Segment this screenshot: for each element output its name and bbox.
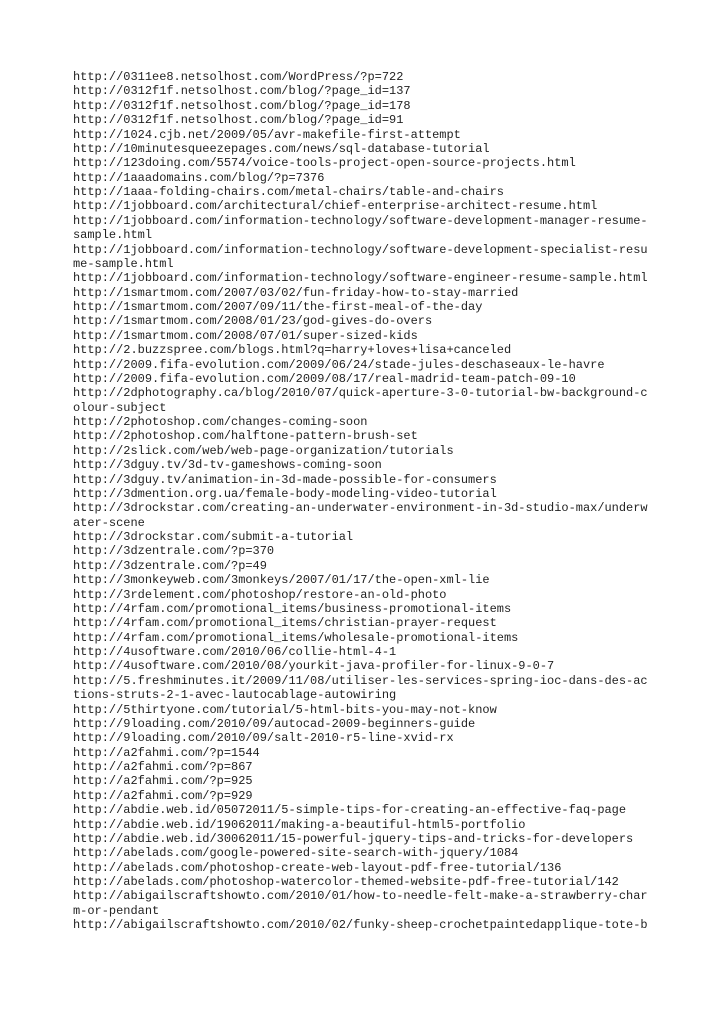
url-line: http://2dphotography.ca/blog/2010/07/quick-aperture-3-0-tutorial-bw-background-c <box>73 386 648 401</box>
url-line-continuation: m-or-pendant <box>73 903 160 918</box>
url-line-continuation: olour-subject <box>73 400 167 415</box>
url-line: http://1smartmom.com/2008/07/01/super-sized-kids <box>73 328 418 343</box>
url-line: http://0312f1f.netsolhost.com/blog/?page_id=91 <box>73 113 404 128</box>
url-line: http://abigailscraftshowto.com/2010/01/how-to-needle-felt-make-a-strawberry-char <box>73 889 648 904</box>
url-line-continuation: tions-struts-2-1-avec-lautocablage-autowiring <box>73 688 397 703</box>
url-line: http://3drockstar.com/creating-an-underwater-environment-in-3d-studio-max/underw <box>73 501 648 516</box>
url-line: http://1smartmom.com/2008/01/23/god-gives-do-overs <box>73 314 433 329</box>
url-line: http://2slick.com/web/web-page-organization/tutorials <box>73 443 454 458</box>
url-line-continuation: me-sample.html <box>73 256 174 271</box>
url-line: http://abdie.web.id/05072011/5-simple-tips-for-creating-an-effective-faq-page <box>73 803 627 818</box>
url-line: http://4usoftware.com/2010/08/yourkit-java-profiler-for-linux-9-0-7 <box>73 659 555 674</box>
url-line: http://4usoftware.com/2010/06/collie-html-4-1 <box>73 645 397 659</box>
url-line: http://a2fahmi.com/?p=929 <box>73 788 253 803</box>
url-list <box>73 70 648 933</box>
url-line: http://1aaadomains.com/blog/?p=7376 <box>73 170 325 185</box>
url-line: http://abelads.com/google-powered-site-search-with-jquery/1084 <box>73 846 519 861</box>
url-line: http://3dmention.org.ua/female-body-modeling-video-tutorial <box>73 486 497 501</box>
url-line: http://5.freshminutes.it/2009/11/08/utiliser-les-services-spring-ioc-dans-des-ac <box>73 673 648 688</box>
url-line: http://abelads.com/photoshop-create-web-layout-pdf-free-tutorial/136 <box>73 860 562 875</box>
url-line: http://3drockstar.com/submit-a-tutorial <box>73 530 354 544</box>
url-line: http://2photoshop.com/halftone-pattern-brush-set <box>73 429 418 444</box>
url-line: http://a2fahmi.com/?p=867 <box>73 760 253 774</box>
url-line: http://abdie.web.id/30062011/15-powerful-jquery-tips-and-tricks-for-developers <box>73 831 634 846</box>
url-line: http://3rdelement.com/photoshop/restore-an-old-photo <box>73 587 447 602</box>
url-line: http://10minutesqueezepages.com/news/sql-database-tutorial <box>73 141 490 156</box>
url-line: http://4rfam.com/promotional_items/christian-prayer-request <box>73 616 497 631</box>
url-line: http://0312f1f.netsolhost.com/blog/?page_id=178 <box>73 98 411 113</box>
url-line: http://3dzentrale.com/?p=49 <box>73 558 267 573</box>
url-line: http://3dguy.tv/animation-in-3d-made-possible-for-consumers <box>73 472 497 487</box>
url-line: http://4rfam.com/promotional_items/business-promotional-items <box>73 601 512 616</box>
url-line: http://1024.cjb.net/2009/05/avr-makefile-first-attempt <box>73 127 461 142</box>
url-line: http://a2fahmi.com/?p=925 <box>73 774 253 789</box>
url-line: http://1jobboard.com/architectural/chief-enterprise-architect-resume.html <box>73 199 598 214</box>
url-line: http://2.buzzspree.com/blogs.html?q=harry+loves+lisa+canceled <box>73 343 512 358</box>
url-line: http://4rfam.com/promotional_items/wholesale-promotional-items <box>73 630 519 645</box>
url-line: http://123doing.com/5574/voice-tools-project-open-source-projects.html <box>73 156 576 171</box>
url-line: http://a2fahmi.com/?p=1544 <box>73 745 260 760</box>
url-line: http://9loading.com/2010/09/autocad-2009-beginners-guide <box>73 716 476 731</box>
url-line: http://3dguy.tv/3d-tv-gameshows-coming-soon <box>73 458 382 473</box>
url-line-continuation: ater-scene <box>73 515 145 530</box>
url-line: http://2009.fifa-evolution.com/2009/08/17/real-madrid-team-patch-09-10 <box>73 371 576 386</box>
url-line: http://abigailscraftshowto.com/2010/02/funky-sheep-crochetpaintedapplique-tote-b <box>73 918 648 933</box>
url-line: http://abelads.com/photoshop-watercolor-themed-website-pdf-free-tutorial/142 <box>73 875 619 889</box>
url-line: http://1aaa-folding-chairs.com/metal-chairs/table-and-chairs <box>73 185 504 199</box>
url-line: http://0311ee8.netsolhost.com/WordPress/?p=722 <box>73 70 404 84</box>
url-line: http://1smartmom.com/2007/03/02/fun-friday-how-to-stay-married <box>73 285 519 300</box>
url-line: http://1jobboard.com/information-technology/software-development-manager-resume- <box>73 213 648 228</box>
url-line: http://9loading.com/2010/09/salt-2010-r5-line-xvid-rx <box>73 731 454 746</box>
url-line: http://2photoshop.com/changes-coming-soon <box>73 415 368 429</box>
url-line-continuation: sample.html <box>73 228 153 243</box>
url-line: http://3dzentrale.com/?p=370 <box>73 544 275 559</box>
url-line: http://5thirtyone.com/tutorial/5-html-bits-you-may-not-know <box>73 702 497 717</box>
url-line: http://3monkeyweb.com/3monkeys/2007/01/17/the-open-xml-lie <box>73 573 490 588</box>
url-line: http://2009.fifa-evolution.com/2009/06/24/stade-jules-deschaseaux-le-havre <box>73 357 605 372</box>
url-line: http://abdie.web.id/19062011/making-a-beautiful-html5-portfolio <box>73 817 526 832</box>
url-line: http://1jobboard.com/information-technology/software-development-specialist-resu <box>73 242 648 257</box>
url-line: http://1smartmom.com/2007/09/11/the-first-meal-of-the-day <box>73 300 483 314</box>
url-line: http://1jobboard.com/information-technology/software-engineer-resume-sample.html <box>73 271 648 286</box>
url-line: http://0312f1f.netsolhost.com/blog/?page_id=137 <box>73 84 411 99</box>
